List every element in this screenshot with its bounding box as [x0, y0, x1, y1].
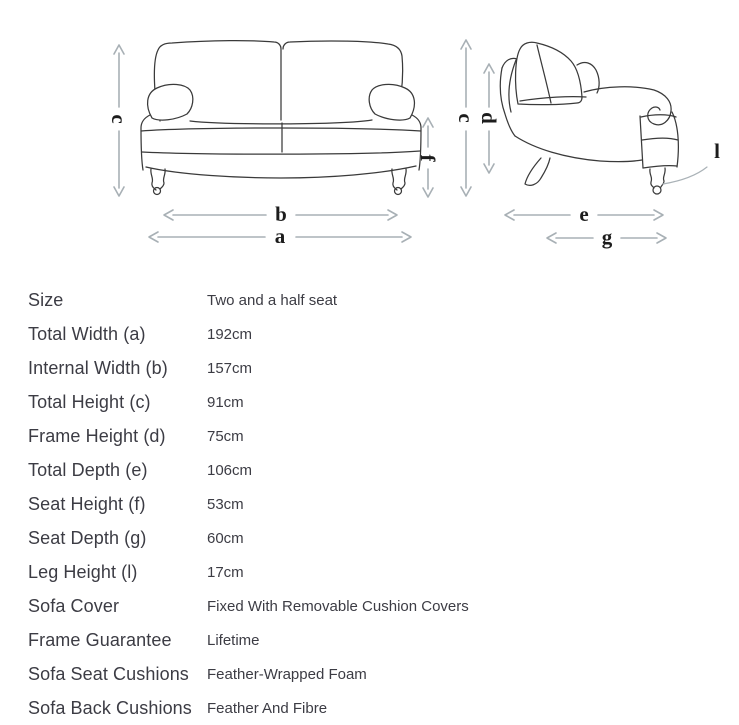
- label-total-height-front: c: [107, 114, 131, 124]
- table-row: [28, 657, 718, 691]
- front-seat-bottom-line: [142, 151, 420, 154]
- label-total-depth: e: [579, 202, 589, 226]
- front-arm-cushion-left: [148, 84, 193, 120]
- side-back-outer-edge: [500, 68, 515, 136]
- table-row: [28, 521, 718, 555]
- spec-label: Total Width (a): [28, 323, 146, 344]
- spec-label: Seat Depth (g): [28, 527, 147, 548]
- spec-value: 157cm: [207, 359, 253, 377]
- table-row: [28, 283, 718, 317]
- spec-value: Fixed With Removable Cushion Covers: [207, 597, 469, 615]
- spec-value: Feather And Fibre: [207, 699, 328, 717]
- label-seat-depth: g: [601, 225, 613, 249]
- spec-table: [28, 283, 718, 725]
- spec-value: 75cm: [207, 427, 244, 445]
- table-row: [28, 487, 718, 521]
- side-bottom-edge: [515, 136, 642, 162]
- spec-label: Frame Height (d): [28, 425, 166, 446]
- table-row: [28, 317, 718, 351]
- spec-label: Internal Width (b): [28, 357, 168, 378]
- table-row: [28, 419, 718, 453]
- sofa-dimension-diagram: [0, 0, 739, 270]
- front-caster-left: [154, 188, 161, 195]
- spec-label: Size: [28, 289, 64, 310]
- spec-value: Feather-Wrapped Foam: [207, 665, 367, 683]
- spec-label: Leg Height (l): [28, 561, 138, 582]
- front-base-bottom: [146, 166, 416, 178]
- side-front-bottom-divider: [643, 166, 677, 168]
- front-arm-outer-left: [141, 115, 150, 170]
- table-row: [28, 555, 718, 589]
- table-row: [28, 453, 718, 487]
- table-row: [28, 385, 718, 419]
- side-front-leg: [650, 168, 665, 188]
- spec-label: Sofa Seat Cushions: [28, 663, 189, 684]
- front-seat-top-line: [141, 128, 421, 131]
- label-frame-height: d: [477, 112, 501, 124]
- spec-value: 60cm: [207, 529, 244, 547]
- side-front-caster: [653, 186, 661, 194]
- label-leg-height: l: [714, 139, 720, 163]
- table-row: [28, 623, 718, 657]
- spec-label: Total Depth (e): [28, 459, 148, 480]
- label-internal-width: b: [275, 202, 287, 226]
- label-total-width: a: [274, 224, 286, 248]
- spec-label: Frame Guarantee: [28, 629, 172, 650]
- label-total-height-side: c: [454, 113, 478, 123]
- spec-value: 192cm: [207, 325, 253, 343]
- spec-value: 91cm: [207, 393, 244, 411]
- side-back-inner-frame: [509, 60, 516, 112]
- dimension-letters: [107, 112, 720, 249]
- side-view-sofa: [500, 42, 707, 194]
- front-view-sofa: [141, 41, 421, 195]
- front-caster-right: [395, 188, 402, 195]
- label-seat-height: f: [416, 154, 440, 162]
- side-front-divider: [642, 138, 678, 140]
- spec-label: Sofa Back Cushions: [28, 697, 192, 718]
- side-front-cushion-top: [641, 115, 676, 117]
- spec-label: Sofa Cover: [28, 595, 120, 616]
- spec-value: 53cm: [207, 495, 244, 513]
- front-arm-outer-right: [412, 115, 421, 170]
- front-leg-right: [392, 169, 406, 190]
- table-row: [28, 351, 718, 385]
- side-rear-leg: [525, 158, 550, 185]
- spec-label: Seat Height (f): [28, 493, 146, 514]
- leg-leader-line: [663, 167, 707, 184]
- spec-label: Total Height (c): [28, 391, 151, 412]
- front-leg-left: [151, 169, 165, 190]
- front-arm-cushion-right: [369, 84, 414, 120]
- spec-value: 17cm: [207, 563, 244, 581]
- spec-value: Lifetime: [207, 631, 260, 649]
- spec-value: 106cm: [207, 461, 253, 479]
- table-row: [28, 589, 718, 623]
- spec-value: Two and a half seat: [207, 291, 338, 309]
